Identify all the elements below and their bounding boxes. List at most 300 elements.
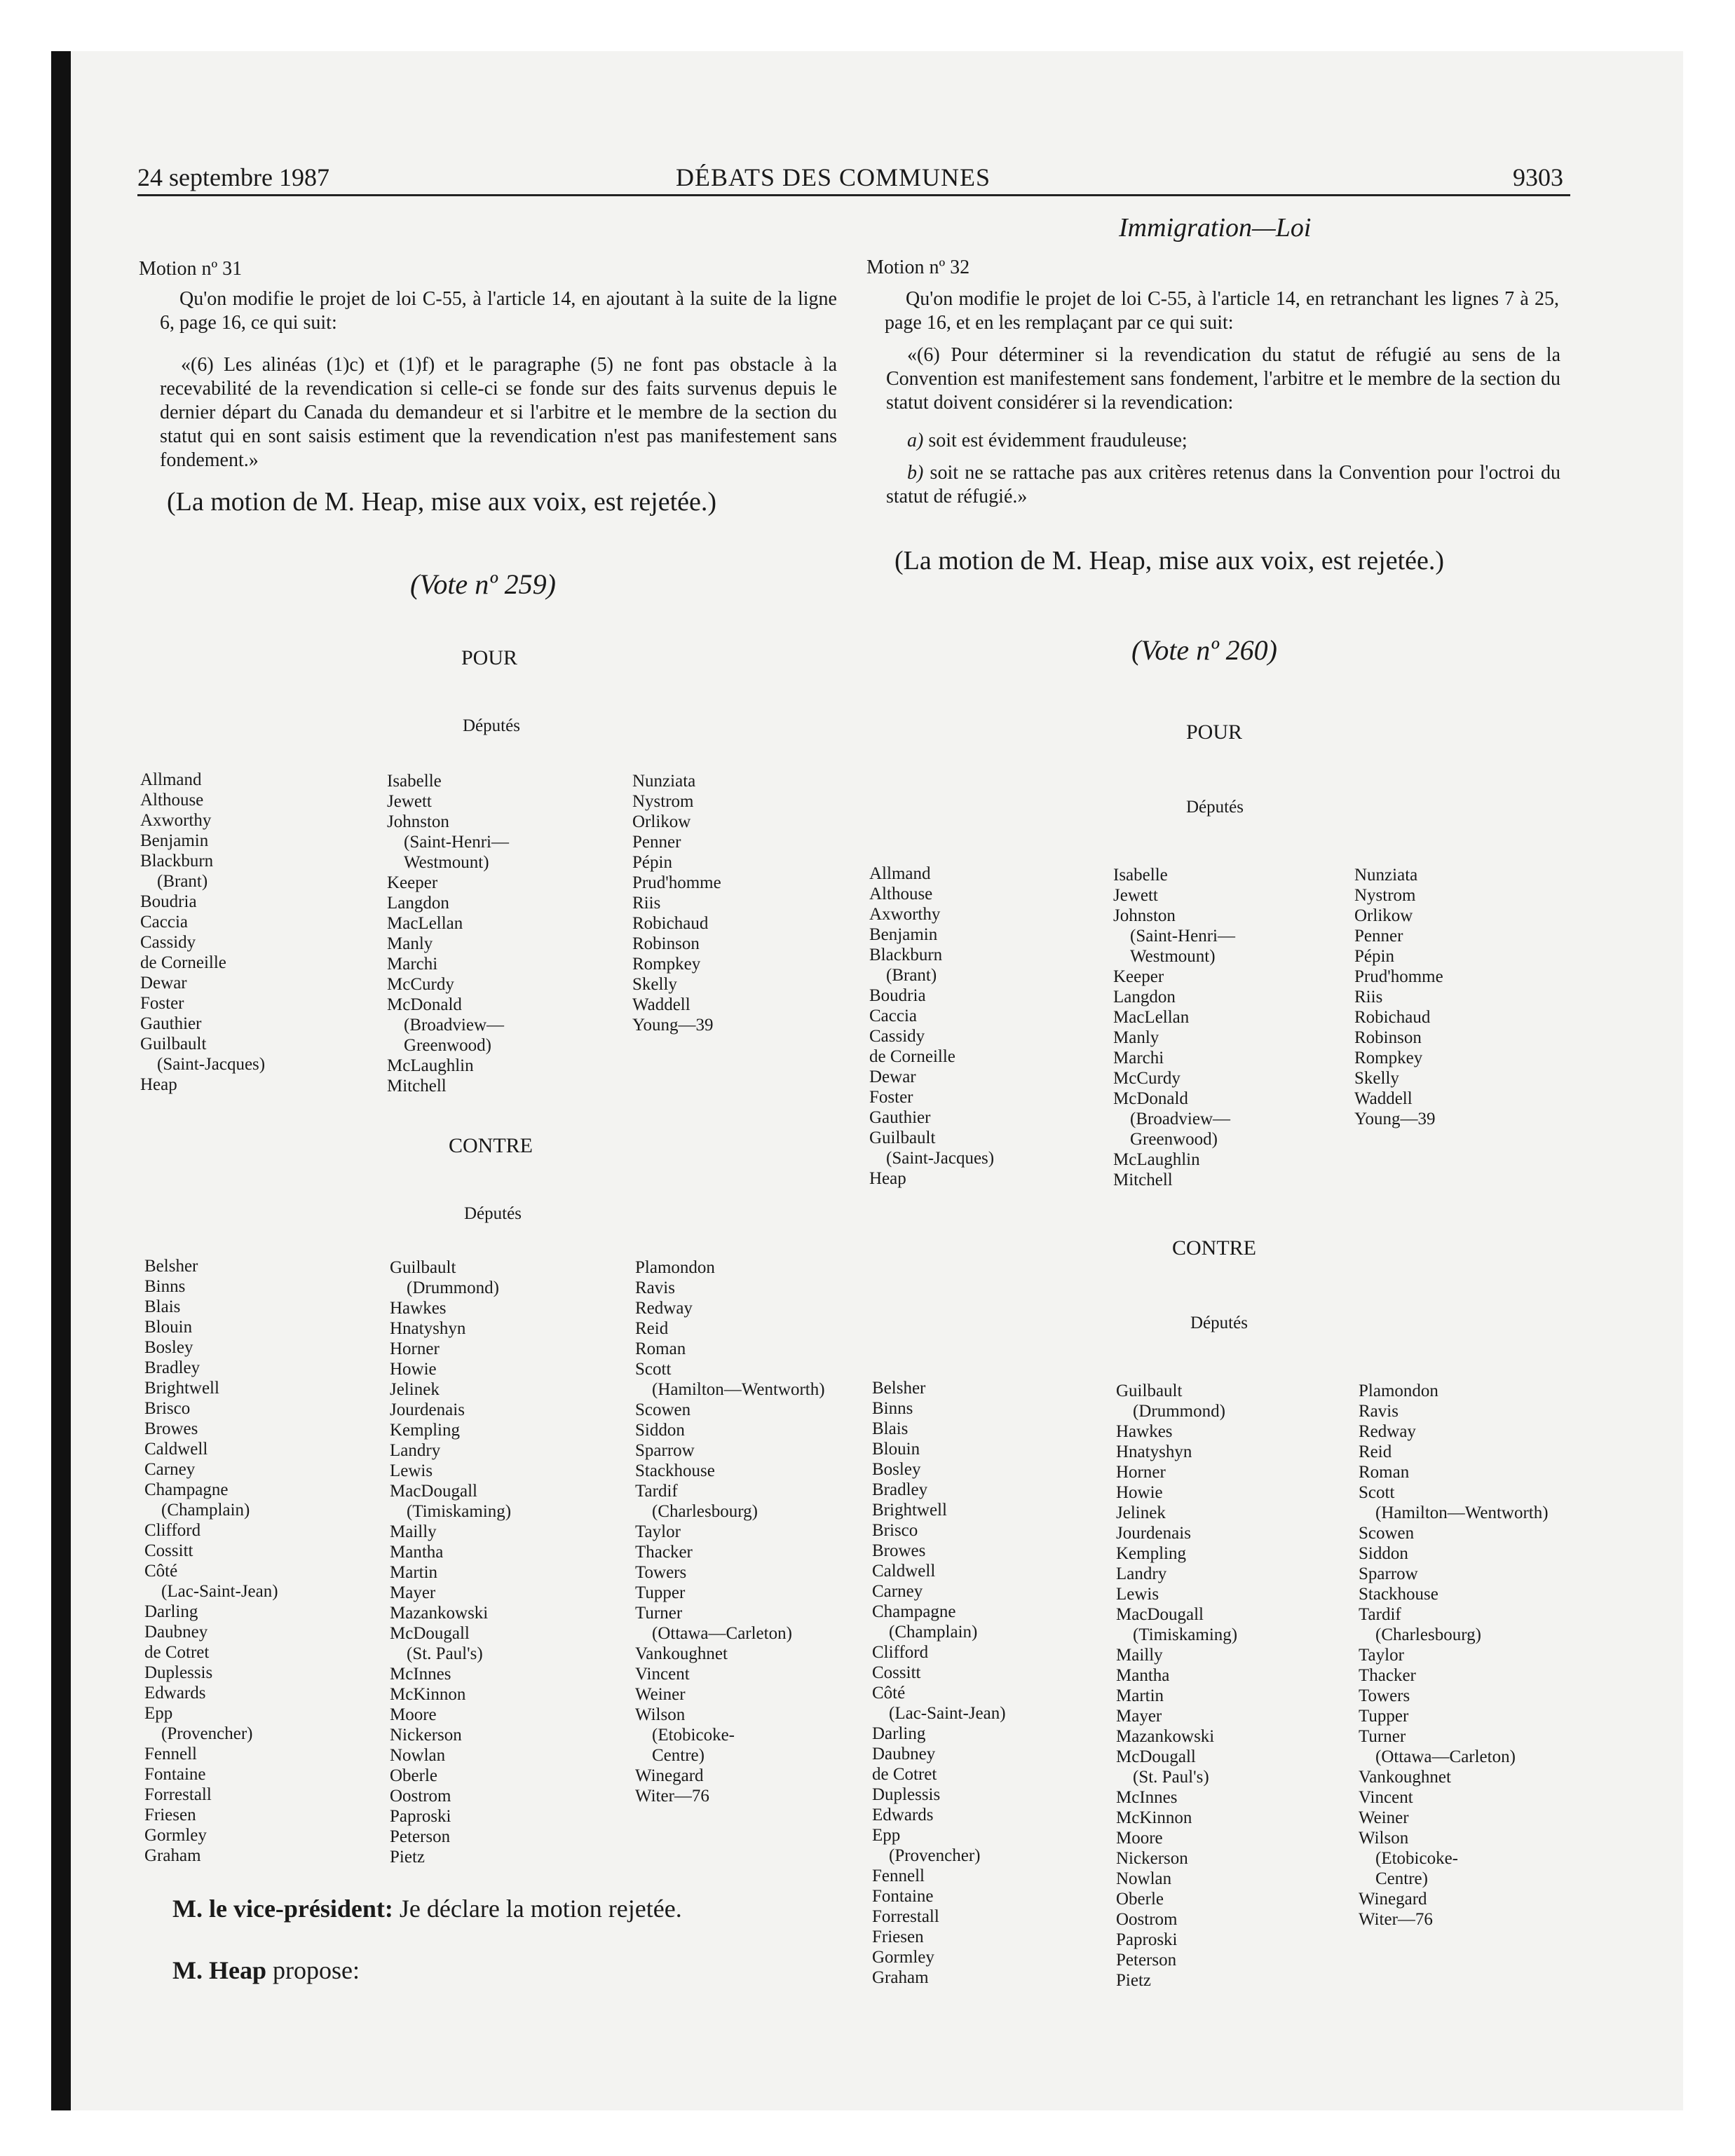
member-name: Axworthy: [869, 905, 941, 924]
member-name: (Broadview—: [404, 1016, 505, 1035]
member-name: Skelly: [632, 975, 677, 994]
member-name: Scowen: [635, 1400, 691, 1419]
member-name: Westmount): [404, 853, 489, 872]
member-name: Daubney: [872, 1745, 936, 1763]
member-name: Gormley: [872, 1948, 934, 1967]
member-name: Greenwood): [404, 1036, 491, 1055]
member-name: Caccia: [140, 913, 189, 932]
member-name: de Corneille: [140, 953, 226, 972]
member-name: Howie: [390, 1360, 437, 1379]
member-name: Forrestall: [144, 1785, 212, 1804]
header-date: 24 septembre 1987: [137, 163, 329, 191]
member-name: Westmount): [1130, 947, 1216, 966]
member-name: Nystrom: [632, 792, 694, 811]
vote-259-contre-heading: CONTRE: [449, 1134, 533, 1157]
member-name: Gauthier: [869, 1108, 931, 1127]
member-name: Witer—76: [1359, 1910, 1433, 1929]
member-name: Edwards: [144, 1684, 206, 1703]
member-name: Belsher: [144, 1257, 198, 1276]
member-name: Johnston: [387, 812, 449, 831]
member-name: McDonald: [387, 995, 462, 1014]
member-name: Redway: [1359, 1422, 1416, 1441]
member-name: Binns: [872, 1399, 913, 1418]
member-name: Jelinek: [1116, 1503, 1166, 1522]
member-name: Keeper: [1113, 967, 1164, 986]
member-name: McDougall: [1116, 1747, 1196, 1766]
member-name: (Lac-Saint-Jean): [889, 1704, 1006, 1723]
member-name: Greenwood): [1130, 1130, 1218, 1149]
member-name: Rompkey: [1354, 1049, 1423, 1067]
member-name: McCurdy: [1113, 1069, 1181, 1088]
member-name: Pietz: [390, 1848, 425, 1867]
member-name: Allmand: [869, 864, 931, 883]
item-a-letter: a): [907, 430, 924, 451]
member-name: Browes: [144, 1419, 198, 1438]
member-name: Kempling: [390, 1421, 460, 1440]
member-name: Foster: [869, 1088, 913, 1107]
item-b-text: soit ne se rattache pas aux critères retenus dans la Convention pour l'octroi du statut de réfugié.»: [886, 462, 1560, 507]
member-name: Friesen: [872, 1928, 924, 1946]
member-name: Guilbault: [140, 1035, 207, 1053]
motion-32-label: Motion nº 32: [866, 257, 970, 278]
member-name: Mantha: [1116, 1666, 1170, 1685]
speech-vice-president: [172, 1894, 682, 1923]
member-name: Fontaine: [872, 1887, 934, 1906]
member-name: Forrestall: [872, 1907, 939, 1926]
member-name: Young—39: [1354, 1110, 1436, 1128]
member-name: Brightwell: [144, 1379, 219, 1398]
member-name: Plamondon: [635, 1258, 715, 1277]
member-name: Hnatyshyn: [1116, 1442, 1192, 1461]
member-name: Oostrom: [390, 1787, 451, 1806]
member-name: (St. Paul's): [407, 1644, 483, 1663]
header-journal-title: DÉBATS DES COMMUNES: [676, 163, 991, 191]
member-name: Prud'homme: [632, 873, 721, 892]
motion-32-intro: Qu'on modifie le projet de loi C-55, à l'article 14, en retranchant les lignes 7 à 25, page 16, et en les remplaçant par ce qui suit:: [885, 288, 1559, 334]
member-name: Mailly: [1116, 1646, 1163, 1665]
member-name: Fennell: [144, 1745, 197, 1763]
member-name: Waddell: [1354, 1089, 1413, 1108]
member-name: Cossitt: [144, 1541, 193, 1560]
member-name: Althouse: [140, 791, 204, 810]
member-name: Paproski: [390, 1807, 451, 1826]
member-name: (Etobicoke-: [1375, 1849, 1459, 1868]
member-name: (Saint-Henri—: [1130, 927, 1235, 946]
member-name: (Charlesbourg): [1375, 1625, 1481, 1644]
member-name: Epp: [144, 1704, 173, 1723]
vote-260-contre-subheading: Députés: [1190, 1314, 1248, 1332]
member-name: Daubney: [144, 1623, 208, 1642]
member-name: Cassidy: [869, 1027, 925, 1046]
member-name: Centre): [1375, 1869, 1428, 1888]
vote-259-pour-heading: POUR: [461, 646, 518, 669]
member-name: Côté: [872, 1684, 906, 1703]
member-name: Mailly: [390, 1522, 437, 1541]
member-name: Robinson: [1354, 1028, 1422, 1047]
member-name: Allmand: [140, 770, 202, 789]
member-name: Blais: [872, 1419, 909, 1438]
member-name: Bosley: [144, 1338, 193, 1357]
member-name: Vankoughnet: [1359, 1768, 1451, 1787]
member-name: Brisco: [144, 1399, 191, 1418]
member-name: Rompkey: [632, 955, 701, 974]
member-name: Scott: [1359, 1483, 1395, 1502]
motion-31-label: Motion nº 31: [139, 258, 243, 280]
member-name: Dewar: [140, 974, 187, 992]
member-name: Vincent: [1359, 1788, 1413, 1807]
member-name: Stackhouse: [635, 1461, 715, 1480]
member-name: McDougall: [390, 1624, 470, 1643]
scan-edge-shadow: [51, 51, 71, 2110]
vote-260-title: (Vote nº 260): [1131, 634, 1277, 666]
member-name: Clifford: [144, 1521, 201, 1540]
member-name: de Corneille: [869, 1047, 955, 1066]
member-name: McLaughlin: [387, 1056, 474, 1075]
member-name: Winegard: [1359, 1890, 1427, 1909]
member-name: Hawkes: [1116, 1422, 1173, 1441]
member-name: (Champlain): [889, 1623, 978, 1642]
member-name: Hawkes: [390, 1299, 447, 1318]
member-name: MacDougall: [1116, 1605, 1204, 1624]
member-name: Cossitt: [872, 1663, 921, 1682]
motion-32-item-b: [886, 461, 1560, 509]
member-name: Wilson: [1359, 1829, 1409, 1848]
member-name: Turner: [1359, 1727, 1406, 1746]
member-name: Oberle: [1116, 1890, 1164, 1909]
member-name: Althouse: [869, 885, 933, 903]
member-name: Plamondon: [1359, 1381, 1438, 1400]
member-name: Guilbault: [390, 1258, 456, 1277]
item-b-letter: b): [907, 462, 924, 484]
member-name: Roman: [635, 1339, 686, 1358]
member-name: (Saint-Jacques): [886, 1149, 995, 1168]
member-name: Nunziata: [1354, 866, 1418, 885]
vote-260-contre-col1: [872, 1378, 1006, 1988]
member-name: Witer—76: [635, 1787, 709, 1806]
member-name: Robinson: [632, 934, 700, 953]
member-name: Blackburn: [140, 852, 214, 871]
member-name: Horner: [1116, 1463, 1166, 1482]
member-name: (Etobicoke-: [652, 1726, 735, 1745]
vote-259-contre-col2: [390, 1257, 511, 1867]
member-name: (Ottawa—Carleton): [652, 1624, 792, 1643]
member-name: Orlikow: [632, 812, 691, 831]
member-name: Penner: [1354, 927, 1403, 946]
member-name: Brisco: [872, 1521, 918, 1540]
member-name: de Cotret: [872, 1765, 937, 1784]
member-name: Mantha: [390, 1543, 444, 1562]
member-name: Graham: [872, 1968, 929, 1987]
member-name: Champagne: [872, 1602, 956, 1621]
motion-32-result: (La motion de M. Heap, mise aux voix, est rejetée.): [894, 546, 1445, 575]
member-name: Wilson: [635, 1705, 686, 1724]
member-name: Peterson: [390, 1827, 451, 1846]
member-name: (Drummond): [407, 1278, 499, 1297]
member-name: Langdon: [387, 894, 449, 913]
vote-259-contre-subheading: Députés: [464, 1204, 522, 1223]
member-name: Lewis: [390, 1461, 433, 1480]
member-name: Nunziata: [632, 772, 696, 791]
member-name: Duplessis: [872, 1785, 941, 1804]
member-name: Langdon: [1113, 988, 1176, 1007]
member-name: Fennell: [872, 1867, 925, 1885]
speech-heap: [172, 1956, 360, 1985]
vote-259-pour-col3: [632, 771, 721, 1035]
member-name: Nowlan: [390, 1746, 446, 1765]
member-name: Weiner: [1359, 1808, 1409, 1827]
motion-31-quote: «(6) Les alinéas (1)c) et (1)f) et le paragraphe (5) ne font pas obstacle à la recevabilité de la revendication si celle-ci se fonde sur des faits survenus depuis le dernier départ du Canada du demandeur et si l'arbitre et le membre de la section du statut qui en sont saisis estiment que la revendication n'est pas manifestement sans fondement.»: [160, 354, 837, 471]
vote-260-contre-col3: [1359, 1381, 1549, 1930]
member-name: Scowen: [1359, 1524, 1415, 1543]
vote-259-pour-subheading: Députés: [463, 716, 520, 735]
member-name: Heap: [140, 1075, 177, 1094]
member-name: Darling: [144, 1602, 198, 1621]
member-name: MacLellan: [387, 914, 463, 933]
member-name: Brightwell: [872, 1501, 947, 1520]
member-name: Isabelle: [1113, 866, 1168, 885]
member-name: Mazankowski: [390, 1604, 489, 1623]
member-name: McKinnon: [1116, 1808, 1192, 1827]
member-name: Scott: [635, 1360, 672, 1379]
member-name: Taylor: [1359, 1646, 1404, 1665]
vote-260-pour-col3: [1354, 865, 1443, 1129]
member-name: Manly: [387, 934, 433, 953]
member-name: Ravis: [635, 1278, 675, 1297]
member-name: Boudria: [869, 986, 926, 1005]
member-name: Edwards: [872, 1806, 934, 1824]
member-name: Bosley: [872, 1460, 921, 1479]
speech-vp-text: Je déclare la motion rejetée.: [393, 1895, 682, 1923]
member-name: Jelinek: [390, 1380, 440, 1399]
member-name: MacDougall: [390, 1482, 477, 1501]
member-name: Jourdenais: [390, 1400, 465, 1419]
member-name: Duplessis: [144, 1663, 213, 1682]
member-name: (Champlain): [161, 1501, 250, 1520]
member-name: Horner: [390, 1339, 440, 1358]
speaker-vice-president: M. le vice-président:: [172, 1895, 393, 1923]
member-name: (St. Paul's): [1133, 1768, 1209, 1787]
member-name: Moore: [1116, 1829, 1163, 1848]
member-name: Redway: [635, 1299, 693, 1318]
member-name: Reid: [1359, 1442, 1392, 1461]
member-name: Epp: [872, 1826, 901, 1845]
member-name: McInnes: [390, 1665, 451, 1684]
member-name: Penner: [632, 833, 681, 852]
item-a-text: soit est évidemment frauduleuse;: [923, 430, 1188, 451]
member-name: Winegard: [635, 1766, 704, 1785]
vote-259-pour-col1: [140, 770, 265, 1095]
member-name: Waddell: [632, 995, 690, 1014]
member-name: (Saint-Jacques): [157, 1055, 266, 1074]
member-name: Ravis: [1359, 1402, 1399, 1421]
member-name: Turner: [635, 1604, 683, 1623]
member-name: Stackhouse: [1359, 1585, 1438, 1604]
member-name: Blackburn: [869, 946, 943, 964]
member-name: Pépin: [632, 853, 672, 872]
member-name: Mitchell: [387, 1077, 447, 1096]
member-name: McLaughlin: [1113, 1150, 1200, 1169]
vote-259-pour-col2: [387, 771, 509, 1096]
member-name: Sparrow: [1359, 1564, 1418, 1583]
member-name: Kempling: [1116, 1544, 1186, 1563]
running-title: Immigration—Loi: [1119, 213, 1312, 243]
member-name: (Brant): [157, 872, 208, 891]
motion-31-result: (La motion de M. Heap, mise aux voix, est rejetée.): [167, 487, 717, 517]
member-name: Clifford: [872, 1643, 929, 1662]
member-name: Weiner: [635, 1685, 686, 1704]
member-name: (Provencher): [889, 1846, 981, 1865]
member-name: Nickerson: [390, 1726, 462, 1745]
member-name: Towers: [1359, 1686, 1410, 1705]
header-rule: [137, 194, 1570, 196]
member-name: Gormley: [144, 1826, 207, 1845]
member-name: Tupper: [635, 1583, 686, 1602]
member-name: McInnes: [1116, 1788, 1178, 1807]
vote-260-contre-heading: CONTRE: [1172, 1236, 1256, 1260]
member-name: Sparrow: [635, 1441, 695, 1460]
member-name: Manly: [1113, 1028, 1159, 1047]
member-name: Reid: [635, 1319, 669, 1338]
vote-260-pour-col1: [869, 864, 994, 1189]
vote-260-pour-heading: POUR: [1186, 721, 1243, 744]
member-name: Friesen: [144, 1806, 196, 1824]
member-name: Thacker: [635, 1543, 693, 1562]
member-name: Gauthier: [140, 1014, 202, 1033]
member-name: Prud'homme: [1354, 967, 1443, 986]
member-name: Blouin: [144, 1318, 193, 1337]
member-name: (Hamilton—Wentworth): [652, 1380, 825, 1399]
member-name: Howie: [1116, 1483, 1163, 1502]
vote-260-contre-col2: [1116, 1381, 1237, 1991]
member-name: Marchi: [387, 955, 438, 974]
member-name: Orlikow: [1354, 906, 1413, 925]
member-name: (Brant): [886, 966, 937, 985]
member-name: Riis: [632, 894, 661, 913]
member-name: Binns: [144, 1277, 186, 1296]
member-name: Mayer: [1116, 1707, 1162, 1726]
member-name: Towers: [635, 1563, 687, 1582]
member-name: Peterson: [1116, 1951, 1177, 1970]
member-name: (Saint-Henri—: [404, 833, 509, 852]
member-name: (Ottawa—Carleton): [1375, 1747, 1516, 1766]
member-name: Paproski: [1116, 1930, 1178, 1949]
member-name: McKinnon: [390, 1685, 466, 1704]
member-name: Tupper: [1359, 1707, 1409, 1726]
member-name: (Broadview—: [1130, 1110, 1231, 1128]
member-name: Axworthy: [140, 811, 212, 830]
member-name: Thacker: [1359, 1666, 1416, 1685]
member-name: Siddon: [1359, 1544, 1408, 1563]
member-name: (Drummond): [1133, 1402, 1225, 1421]
member-name: Côté: [144, 1562, 178, 1581]
member-name: Taylor: [635, 1522, 681, 1541]
member-name: Jewett: [1113, 886, 1158, 905]
member-name: Oberle: [390, 1766, 438, 1785]
member-name: Oostrom: [1116, 1910, 1178, 1929]
member-name: Mitchell: [1113, 1171, 1173, 1189]
member-name: Isabelle: [387, 772, 442, 791]
member-name: Nystrom: [1354, 886, 1416, 905]
member-name: Belsher: [872, 1379, 926, 1398]
member-name: Landry: [1116, 1564, 1167, 1583]
member-name: Carney: [144, 1460, 196, 1479]
member-name: Skelly: [1354, 1069, 1399, 1088]
member-name: McCurdy: [387, 975, 454, 994]
member-name: Carney: [872, 1582, 923, 1601]
member-name: Fontaine: [144, 1765, 206, 1784]
member-name: (Timiskaming): [1133, 1625, 1238, 1644]
member-name: Boudria: [140, 892, 197, 911]
member-name: Jourdenais: [1116, 1524, 1191, 1543]
member-name: Dewar: [869, 1067, 916, 1086]
member-name: Young—39: [632, 1016, 714, 1035]
member-name: Darling: [872, 1724, 926, 1743]
member-name: Browes: [872, 1541, 926, 1560]
member-name: Tardif: [1359, 1605, 1401, 1624]
member-name: Martin: [390, 1563, 438, 1582]
member-name: Keeper: [387, 873, 438, 892]
member-name: Johnston: [1113, 906, 1176, 925]
member-name: Roman: [1359, 1463, 1410, 1482]
vote-259-contre-col3: [635, 1257, 825, 1806]
member-name: (Charlesbourg): [652, 1502, 758, 1521]
header-page-number: 9303: [1513, 163, 1563, 191]
member-name: Moore: [390, 1705, 437, 1724]
member-name: Bradley: [144, 1358, 200, 1377]
member-name: Guilbault: [869, 1128, 936, 1147]
member-name: Robichaud: [1354, 1008, 1431, 1027]
motion-31-intro: Qu'on modifie le projet de loi C-55, à l'article 14, en ajoutant à la suite de la ligne 6, page 16, ce qui suit:: [160, 288, 837, 334]
motion-32-quote: «(6) Pour déterminer si la revendication du statut de réfugié au sens de la Convention est manifestement sans fondement, l'arbitre et le membre de la section du statut doivent considérer si la revendication:: [886, 344, 1560, 414]
member-name: Pietz: [1116, 1971, 1151, 1990]
member-name: Martin: [1116, 1686, 1164, 1705]
member-name: Riis: [1354, 988, 1383, 1007]
member-name: Landry: [390, 1441, 441, 1460]
member-name: Cassidy: [140, 933, 196, 952]
vote-260-pour-col2: [1113, 865, 1235, 1190]
member-name: Caccia: [869, 1007, 918, 1025]
member-name: Guilbault: [1116, 1381, 1183, 1400]
member-name: MacLellan: [1113, 1008, 1190, 1027]
member-name: (Provencher): [161, 1724, 253, 1743]
member-name: McDonald: [1113, 1089, 1188, 1108]
member-name: Marchi: [1113, 1049, 1164, 1067]
member-name: (Lac-Saint-Jean): [161, 1582, 278, 1601]
member-name: Tardif: [635, 1482, 678, 1501]
member-name: Mayer: [390, 1583, 436, 1602]
member-name: Centre): [652, 1746, 705, 1765]
member-name: Champagne: [144, 1480, 229, 1499]
member-name: Benjamin: [140, 831, 209, 850]
member-name: Blais: [144, 1297, 181, 1316]
member-name: de Cotret: [144, 1643, 210, 1662]
speech-heap-text: propose:: [266, 1956, 360, 1984]
member-name: (Timiskaming): [407, 1502, 512, 1521]
vote-260-pour-subheading: Députés: [1186, 798, 1244, 817]
member-name: Caldwell: [144, 1440, 208, 1459]
vote-259-title: (Vote nº 259): [410, 568, 556, 600]
member-name: Nickerson: [1116, 1849, 1188, 1868]
member-name: Bradley: [872, 1480, 928, 1499]
member-name: Benjamin: [869, 925, 938, 944]
member-name: Siddon: [635, 1421, 685, 1440]
member-name: Nowlan: [1116, 1869, 1172, 1888]
member-name: (Hamilton—Wentworth): [1375, 1503, 1549, 1522]
member-name: Pépin: [1354, 947, 1394, 966]
member-name: Heap: [869, 1169, 906, 1188]
member-name: Vankoughnet: [635, 1644, 728, 1663]
member-name: Hnatyshyn: [390, 1319, 466, 1338]
